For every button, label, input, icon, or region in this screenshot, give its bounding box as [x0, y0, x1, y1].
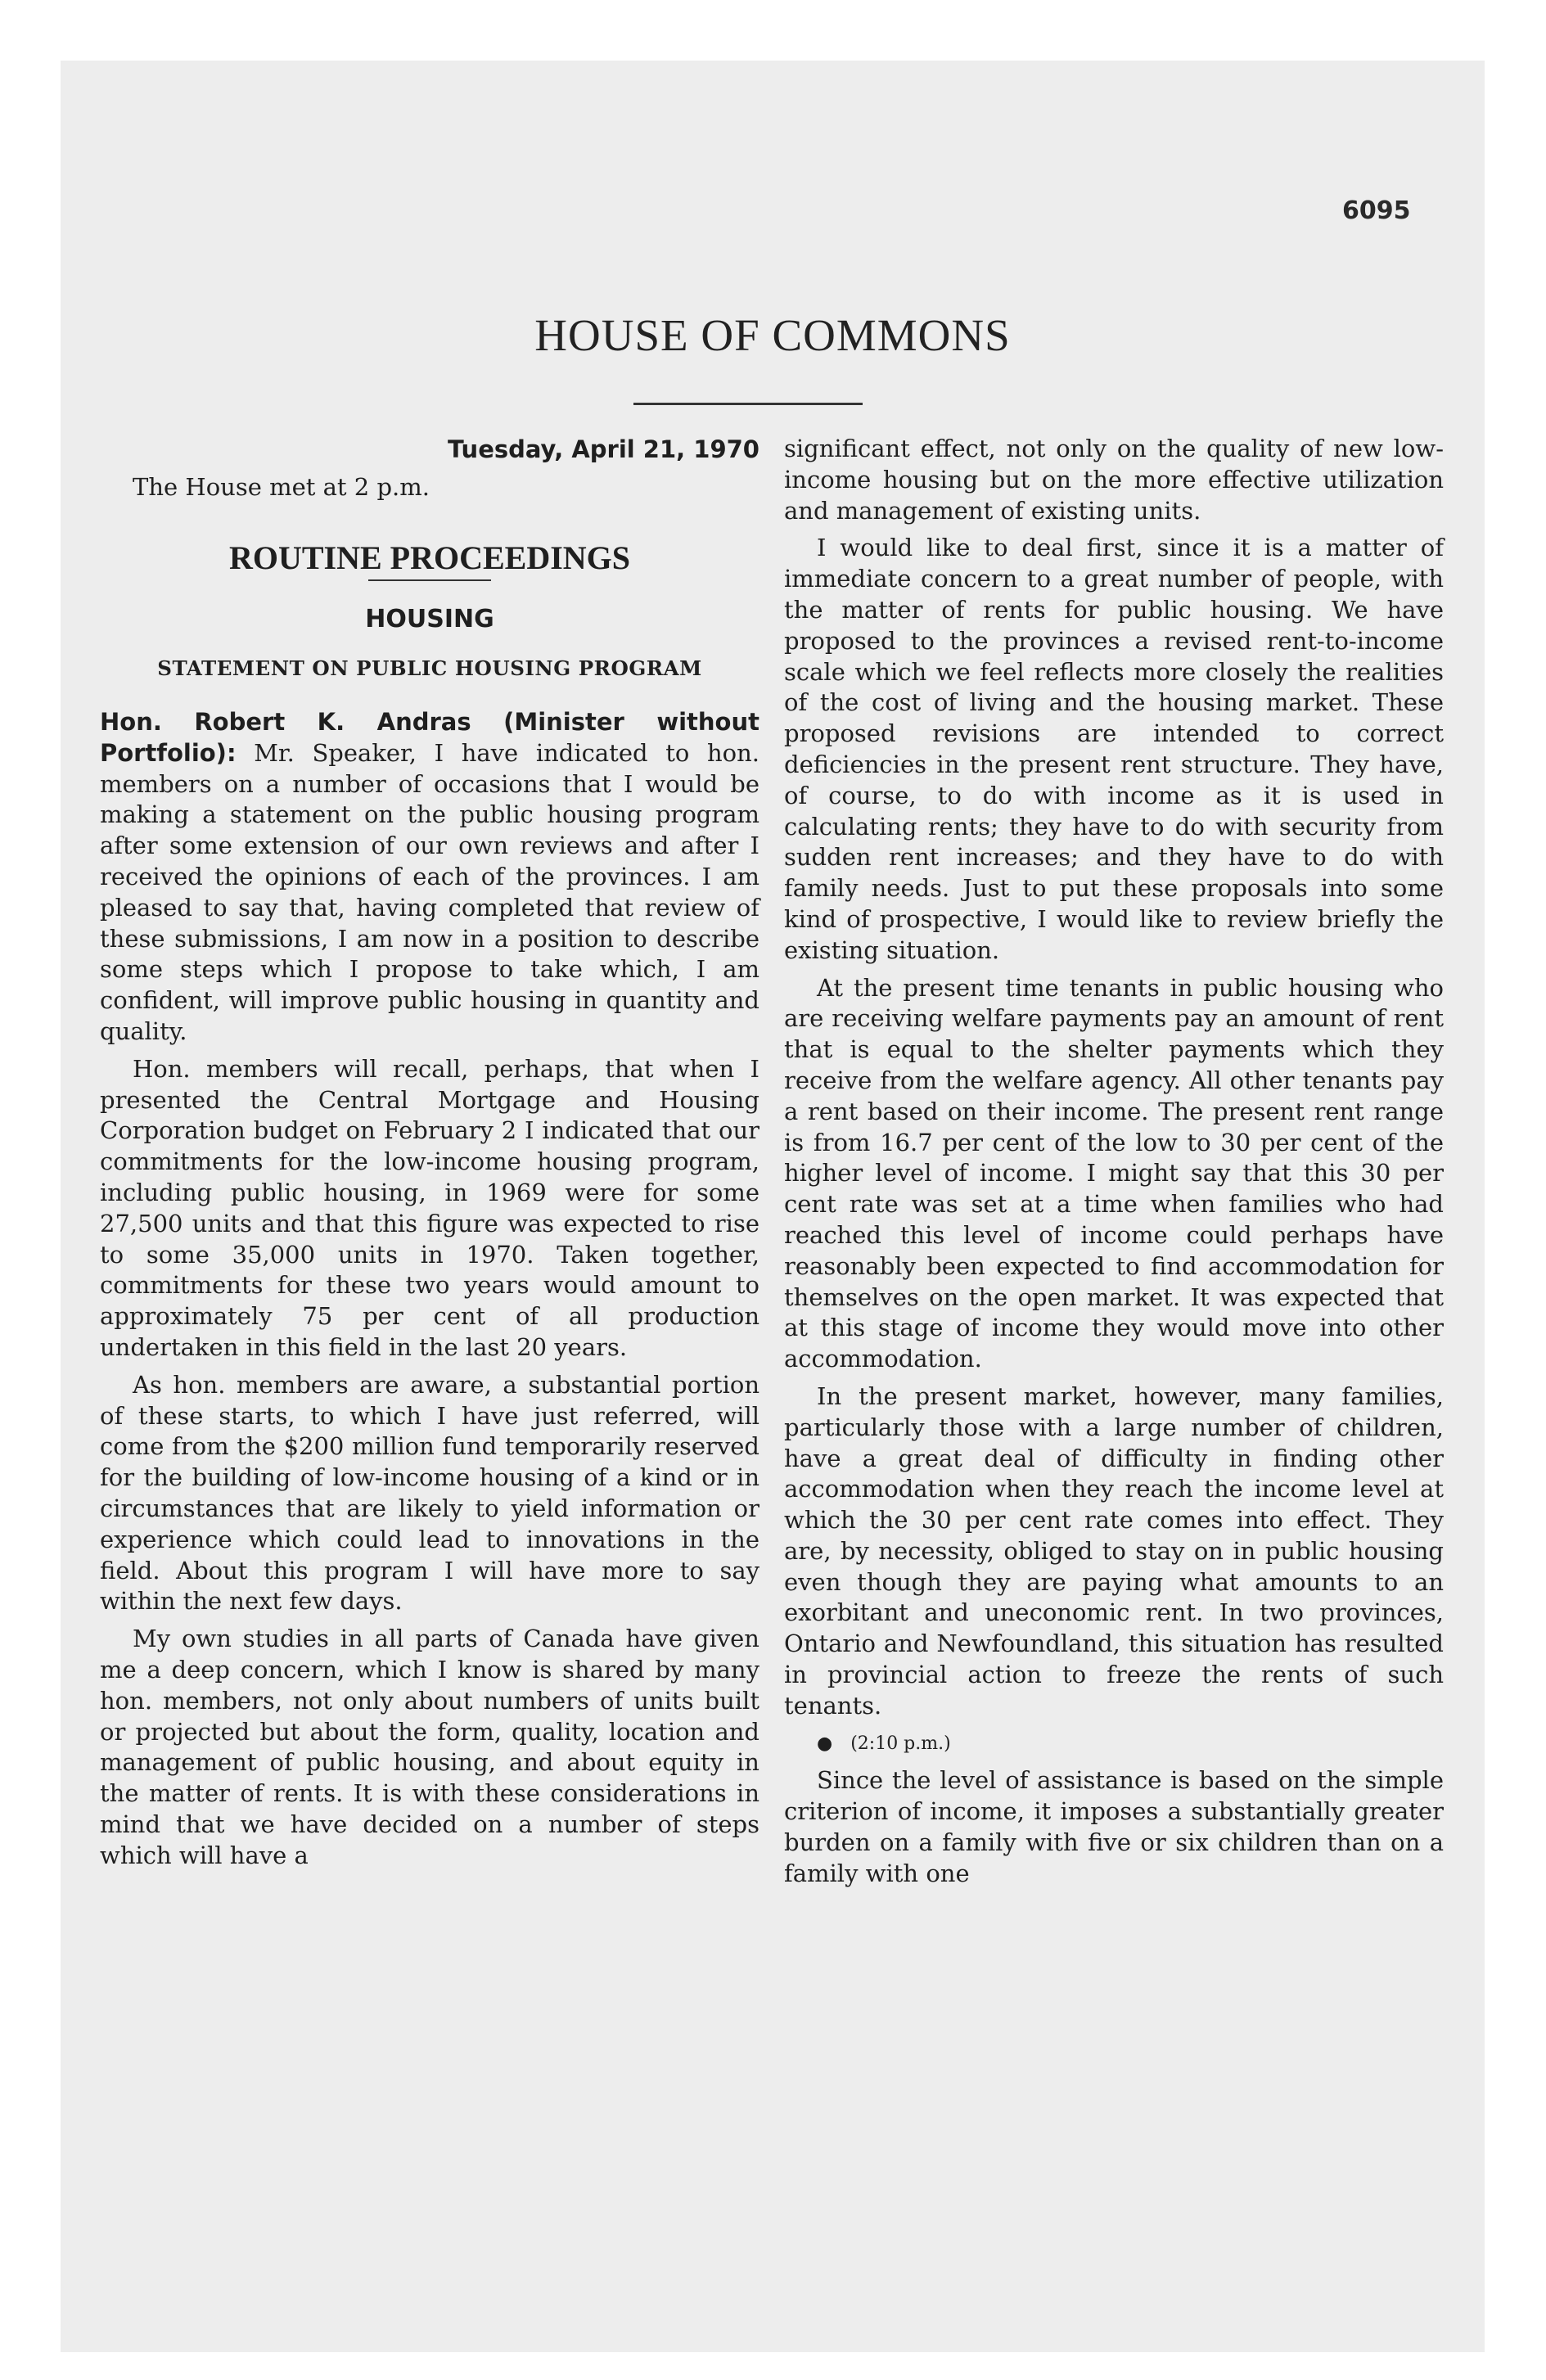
opening-line: The House met at 2 p.m.	[133, 473, 430, 501]
speech-paragraph: In the present market, however, many families, particularly those with a large number of children, have a great deal of difficulty in finding other accommodation when they reach the income level at which the 30 per cent rate comes into effect. They are, by necessity, obliged to stay on in public housing even though they are paying what amounts to an exorbitant and uneconomic rent. In two provinces, Ontario and Newfoundland, this situation has resulted in provincial action to freeze the rents of such tenants.	[784, 1382, 1444, 1720]
speech-paragraph: My own studies in all parts of Canada have given me a deep concern, which I know is shared by many hon. members, not only about numbers of units built or projected but about the form, quality, location and management of public housing, and about equity in the matter of rents. It is with these considerations in mind that we have decided on a number of steps which will have a	[100, 1625, 759, 1869]
time-marker	[784, 1729, 1444, 1760]
speech-paragraph: significant effect, not only on the quality of new low-income housing but on the more effective utilization and management of existing units.	[784, 435, 1444, 525]
section-rule	[368, 579, 491, 581]
page-number: 6095	[1342, 196, 1411, 225]
time-marker-text: (2:10 p.m.)	[850, 1733, 951, 1754]
speech-paragraph: Hon. members will recall, perhaps, that when I presented the Central Mortgage and Housing Corporation budget on February 2 I indicated that our commitments for the low-income housing program, including public housing, in 1969 were for some 27,500 units and that this figure was expected to rise to some 35,000 units in 1970. Taken together, commitments for these two years would amount to approximately 75 per cent of all production undertaken in this field in the last 20 years.	[100, 1054, 759, 1361]
section-heading: ROUTINE PROCEEDINGS	[228, 539, 631, 576]
speech-paragraph: Since the level of assistance is based on the simple criterion of income, it imposes a substantially greater burden on a family with five or six children than on a family with one	[784, 1766, 1444, 1887]
sitting-date: Tuesday, April 21, 1970	[447, 435, 759, 463]
speech-paragraph	[100, 707, 759, 1048]
subsection-heading: HOUSING	[365, 605, 494, 633]
speech-text: Mr. Speaker, I have indicated to hon. members on a number of occasions that I would be making a statement on the public housing program after some extension of our own reviews and after I received the opinions of each of the provinces. I am pleased to say that, having completed that review of these submissions, I am now in a position to describe some steps which I propose to take which, I am confident, will improve public housing in quantity and quality.	[100, 738, 760, 1045]
right-column	[784, 434, 1444, 1896]
speech-paragraph: As hon. members are aware, a substantial portion of these starts, to which I have just referred, will come from the $200 million fund temporarily reserved for the building of low-income housing of a kind or in circumstances that are likely to yield information or experience which could lead to innovations in the field. About this program I will have more to say within the next few days.	[100, 1370, 759, 1616]
speech-paragraph: I would like to deal first, since it is a matter of immediate concern to a great number of people, with the matter of rents for public housing. We have proposed to the provinces a revised rent-to-income scale which we feel reflects more closely the realities of the cost of living and the housing market. These proposed revisions are intended to correct deficiencies in the present rent structure. They have, of course, to do with income as it is used in calculating rents; they have to do with security from sudden rent increases; and they have to do with family needs. Just to put these proposals into some kind of prospective, I would like to review briefly the existing situation.	[784, 534, 1444, 964]
speaker-name: Hon. Robert K. Andras (Minister without Portfolio):	[100, 708, 759, 767]
masthead-rule	[633, 403, 863, 405]
statement-heading: STATEMENT ON PUBLIC HOUSING PROGRAM	[157, 656, 702, 680]
masthead-title: HOUSE OF COMMONS	[534, 310, 1011, 360]
bullet-icon: ●	[817, 1733, 833, 1754]
left-column	[100, 434, 759, 1877]
speech-paragraph: At the present time tenants in public housing who are receiving welfare payments pay an amount of rent that is equal to the shelter payments which they receive from the welfare agency. All other tenants pay a rent based on their income. The present rent range is from 16.7 per cent of the low to 30 per cent of the higher level of income. I might say that this 30 per cent rate was set at a time when families who had reached this level of income could perhaps have reasonably been expected to find accommodation for themselves on the open market. It was expected that at this stage of income they would move into other accommodation.	[784, 973, 1444, 1373]
